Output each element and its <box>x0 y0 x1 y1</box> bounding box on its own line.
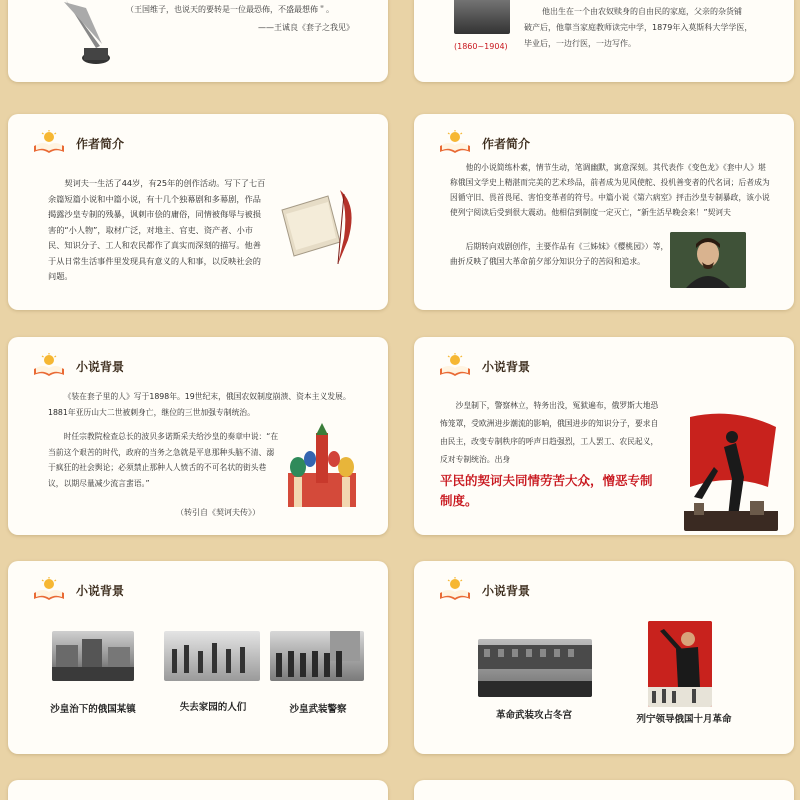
slide-title: 小说背景 <box>76 359 125 374</box>
lightbulb-book-icon <box>438 353 472 379</box>
chekhov-portrait-image <box>670 232 746 288</box>
slide-card-background-3[interactable] <box>8 561 388 754</box>
slide-card-author-intro-2[interactable] <box>414 114 794 310</box>
armed-police-photo <box>270 631 364 681</box>
lenin-poster-image <box>648 621 712 707</box>
revolution-flag-image <box>684 407 778 531</box>
lightbulb-book-icon <box>32 353 66 379</box>
slide-card-bio[interactable] <box>414 0 794 82</box>
lightbulb-book-icon <box>32 577 66 603</box>
slide-title: 小说背景 <box>482 359 531 374</box>
photo-caption: 失去家园的人们 <box>179 702 247 713</box>
slide-title: 小说背景 <box>76 583 125 598</box>
author-drama-text: 后期转向戏剧创作，主要作品有《三姊妹》《樱桃园》）等，曲折反映了俄国大革命前夕部分知识分子的苦闷和追求。 <box>450 242 669 266</box>
book-quill-image <box>278 186 364 266</box>
background-text: 沙皇制下，警察林立，特务出没，冤狱遍布，俄罗斯大地恐怖笼罩，受欧洲进步潮流的影响，俄国进步的知识分子，要求自由民主，改变专制秩序的呼声日趋强烈，工人罢工、农民起义，反对专制统治。出身 <box>440 401 659 464</box>
bio-line-1: 他出生在一个由农奴赎身的自由民的家庭，父亲的杂货铺 <box>542 7 742 16</box>
author-intro-text: 契诃夫一生活了44岁，有25年的创作活动。写下了七百余篇短篇小说和中篇小说，有十几个独幕剧和多幕剧，作品揭露沙皇专制的残暴，讽刺市侩的庸俗，同情被侮辱与被损害的“小人物”，取材广泛，对地主、官吏、资产者、小市民、知识分子、工人和农民都作了真实而深刻的描写。他善于从日常生活事件里发现具有意义的人和事，以反映社会的问题。 <box>48 178 266 281</box>
displaced-people-photo <box>164 631 260 681</box>
slide-card-author-intro-1[interactable] <box>8 114 388 310</box>
bio-line-2: 破产后，他靠当家庭教师读完中学，1879年入莫斯科大学学医， <box>524 23 753 32</box>
quote-line: （王国维子，也说天的要转是一位最恐佈，不盛最想佈＂。 <box>126 5 334 14</box>
lightbulb-book-icon <box>438 577 472 603</box>
slide-card-background-2[interactable] <box>414 337 794 535</box>
photo-caption: 列宁领导俄国十月革命 <box>636 714 732 725</box>
slide-card-background-4[interactable] <box>414 561 794 754</box>
background-text-1: 《装在套子里的人》写于1898年。19世纪末，俄国农奴制度崩溃、资本主义发展。1881年亚历山大二世被刺身亡，继位的三世加强专制统治。 <box>48 392 351 417</box>
slide-card-quote[interactable] <box>8 0 388 82</box>
quill-inkwell-image <box>56 0 116 70</box>
quote-source: （转引自《契诃夫传》） <box>176 508 260 517</box>
photo-caption: 沙皇武装警察 <box>289 704 347 715</box>
author-style-text: 他的小说简练朴素，情节生动，笔调幽默，寓意深刻。其代表作《变色龙》《套中人》堪称俄国文学史上精湛而完美的艺术珍品，前者成为见风使舵、投机善变者的代名词；后者成为因循守旧、畏首畏尾、害怕变革者的符号。中篇小说《第六病室》抨击沙皇专制暴政，该小说使列宁阅读后受到很大震动。他相信到制度一定灭亡，“新生活早晚会来！”契诃夫 <box>450 163 770 217</box>
slide-card-next-right[interactable] <box>414 780 794 800</box>
slide-title: 作者简介 <box>482 136 531 151</box>
winter-palace-photo <box>478 639 592 697</box>
slide-card-background-1[interactable] <box>8 337 388 535</box>
slide-title: 小说背景 <box>482 583 531 598</box>
photo-caption: 革命武装攻占冬宫 <box>495 710 572 721</box>
lightbulb-book-icon <box>32 130 66 156</box>
bio-line-3: 毕业后，一边行医，一边写作。 <box>524 39 636 48</box>
background-text-2: 时任宗教院检查总长的波贝多诺斯采夫给沙皇的奏章中说：“在当前这个艰苦的时代，政府的当务之急就是平息那种头脑不清、溺于疯狂的社会舆论；必须禁止那种人人愤舌的不可名状的街头巷议，以期尽量减少流言蜚语。” <box>48 432 279 488</box>
slide-title: 作者简介 <box>76 136 125 151</box>
life-years: (1860~1904) <box>454 42 508 51</box>
st-basil-cathedral-image <box>280 423 364 509</box>
highlight-text: 平民的契诃夫同情劳苦大众，憎恶专制制度。 <box>440 473 653 508</box>
slide-card-next-left[interactable] <box>8 780 388 800</box>
chekhov-portrait-small <box>454 0 510 34</box>
lightbulb-book-icon <box>438 130 472 156</box>
russian-town-photo <box>52 631 134 681</box>
quote-source: ——王诚良《套子之我见》 <box>258 23 354 32</box>
photo-caption: 沙皇治下的俄国某镇 <box>50 704 136 715</box>
